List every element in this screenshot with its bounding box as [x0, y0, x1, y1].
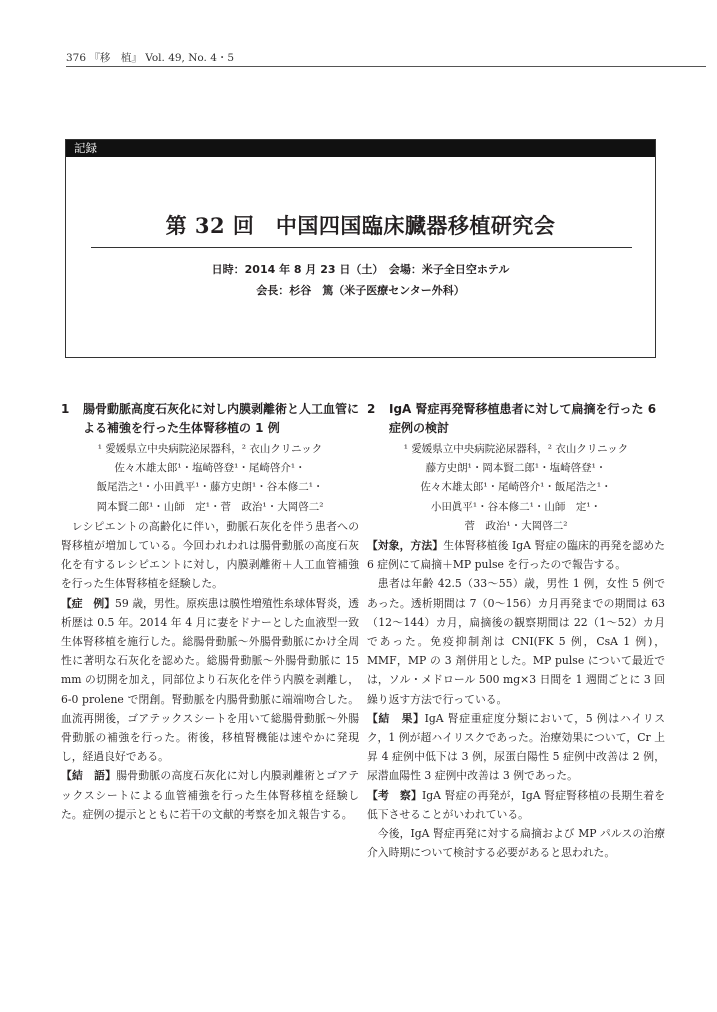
article-1-authors-line-1: 佐々木雄太郎¹・塩崎啓登¹・尾崎啓介¹・: [114, 462, 306, 475]
article-2-paragraph: 今後，IgA 腎症再発に対する扁摘および MP パルスの治療介入時期について検討する必要があると思われた。: [367, 827, 665, 860]
article-1: [61, 400, 359, 824]
article-1-title: 1 腸骨動脈高度石灰化に対し内膜剥離術と人工血管による補強を行った生体腎移植の 1 例: [61, 402, 360, 435]
article-1-paragraph: レシピエントの高齢化に伴い，動脈石灰化を伴う患者への腎移植が増加している。今回われわれは腸骨動脈の高度石灰化を有するレシピエントに対し，内膜剥離術＋人工血管補強を行った生体腎移植を経験した。: [61, 519, 359, 591]
article-2-authors-line-2: 佐々木雄太郎¹・尾崎啓介¹・飯尾浩之¹・: [420, 481, 612, 494]
article-1-authors-line-3: 岡本賢二郎¹・山師 定¹・菅 政治¹・大岡啓二²: [96, 500, 324, 513]
section-label: 【結 語】: [61, 769, 117, 783]
article-2-authors-line-3: 小田眞平¹・谷本修二¹・山師 定¹・: [430, 500, 602, 513]
record-label: 記録: [66, 140, 655, 157]
article-2-paragraph: 【対象，方法】生体腎移植後 IgA 腎症の臨床的再発を認めた 6 症例にて扁摘＋MP pulse を行ったので報告する。: [367, 539, 666, 572]
section-label: 【結 果】: [367, 711, 425, 725]
conference-title: 第 32 回 中国四国臨床臓器移植研究会: [165, 213, 556, 238]
article-2-paragraph: 患者は年齢 42.5（33～55）歳，男性 1 例，女性 5 例であった。透析期間は 7（0～156）カ月再発までの期間は 63（12～144）カ月，扁摘後の観察期間は 22（1～52）カ月であった。免疫抑制剤は CNI(FK 5 例，CsA 1 例)，MMF，MP の 3 剤併用とした。MP pulse について最近では，ソル・メドロール 500 mg×3 日間を 1 週間ごとに 3 回繰り返す方法で行っている。: [367, 577, 665, 706]
record-box: [65, 139, 656, 358]
conference-datetime-venue: 日時：2014 年 8 月 23 日（土） 会場：米子全日空ホテル: [211, 263, 510, 276]
article-2-authors-line-1: 藤方史朗¹・岡本賢二郎¹・塩崎啓登¹・: [425, 462, 607, 475]
article-2-number: 2: [367, 402, 376, 416]
header-rule: [66, 66, 706, 67]
title-rule: [91, 247, 632, 248]
article-1-number: 1: [61, 402, 70, 416]
article-1-paragraph: 【症 例】59 歳，男性。原疾患は膜性増殖性糸球体腎炎，透析歴は 0.5 年。2014 年 4 月に妻をドナーとした血液型一致生体腎移植を施行した。総腸骨動脈～外腸骨動脈にかけ全周性に著明な石灰化を認めた。総腸骨動脈～外腸骨動脈に 15 mm の切開を加え，同部位より石灰化を伴う内膜を剥離し，6-0 prolene で閉創。腎動脈を内腸骨動脈に端端吻合した。血流再開後，ゴアテックスシートを用いて総腸骨動脈～外腸骨動脈の補強を行った。術後，移植腎機能は速やかに発現し，経過良好である。: [61, 596, 360, 764]
article-2-affiliation: ¹ 愛媛県立中央病院泌尿器科，² 衣山クリニック: [403, 443, 629, 455]
article-1-authors-line-2: 飯尾浩之¹・小田眞平¹・藤方史朗¹・谷本修二¹・: [96, 481, 324, 494]
article-2: [367, 400, 665, 862]
conference-chair: 会長：杉谷 篤（米子医療センター外科）: [256, 284, 465, 297]
section-label: 【対象，方法】: [367, 539, 444, 553]
section-label: 【症 例】: [61, 596, 116, 610]
article-2-paragraph: 【考 察】IgA 腎症の再発が，IgA 腎症腎移植の長期生着を低下させることがいわれている。: [367, 788, 666, 821]
running-head: 376 『移 植』 Vol. 49, No. 4・5: [66, 52, 235, 64]
article-1-affiliation: ¹ 愛媛県立中央病院泌尿器科，² 衣山クリニック: [97, 443, 323, 455]
section-label: 【考 察】: [367, 788, 422, 802]
article-1-paragraph: 【結 語】腸骨動脈の高度石灰化に対し内膜剥離術とゴアテックスシートによる血管補強を行った生体腎移植を経験した。症例の提示とともに若干の文献的考察を加え報告する。: [61, 769, 360, 821]
article-2-paragraph: 【結 果】IgA 腎症重症度分類において，5 例はハイリスク，1 例が超ハイリスクであった。治療効果について，Cr 上昇 4 症例中低下は 3 例，尿蛋白陽性 5 症例中改善は 2 例，尿潜血陽性 3 症例中改善は 3 例であった。: [367, 711, 665, 783]
article-2-authors-line-4: 菅 政治¹・大岡啓二²: [464, 519, 568, 532]
article-2-title: 2 IgA 腎症再発腎移植患者に対して扁摘を行った 6 症例の検討: [367, 402, 657, 435]
